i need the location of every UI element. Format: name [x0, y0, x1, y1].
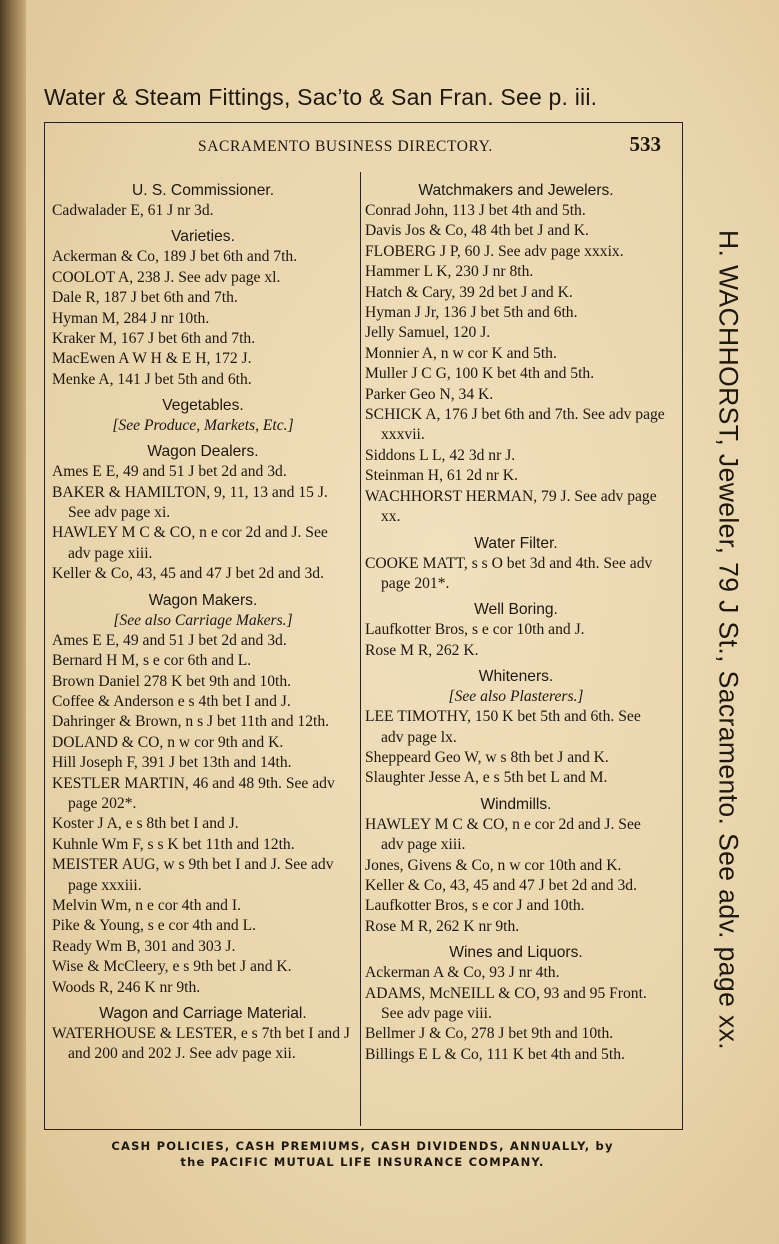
- running-title: SACRAMENTO BUSINESS DIRECTORY.: [198, 138, 493, 155]
- section-heading: Well Boring.: [474, 601, 558, 619]
- section-heading: Wines and Liquors.: [449, 944, 583, 962]
- directory-entry: Laufkotter Bros, s e cor 10th and J.: [365, 621, 585, 639]
- directory-entry: Hill Joseph F, 391 J bet 13th and 14th.: [52, 754, 292, 772]
- cross-reference-note: [See also Plasterers.]: [448, 688, 584, 706]
- directory-entry: BAKER & HAMILTON, 9, 11, 13 and 15 J. See adv page xi.: [52, 483, 328, 522]
- directory-entry: Jelly Samuel, 120 J.: [365, 324, 491, 342]
- directory-entry: Menke A, 141 J bet 5th and 6th.: [52, 370, 252, 388]
- section-heading: Whiteners.: [478, 668, 554, 686]
- directory-entry: Wise & McCleery, e s 9th bet J and K.: [52, 958, 292, 976]
- section-heading: Water Filter.: [474, 534, 558, 552]
- section-heading: Varieties.: [171, 228, 235, 246]
- directory-entry: Jones, Givens & Co, n w cor 10th and K.: [365, 856, 622, 874]
- book-spine-shadow: [0, 0, 26, 1244]
- directory-entry: Hatch & Cary, 39 2d bet J and K.: [365, 283, 573, 301]
- directory-entry: Coffee & Anderson e s 4th bet I and J.: [52, 692, 291, 710]
- directory-section: [365, 180, 667, 528]
- directory-entry: Slaughter Jesse A, e s 5th bet L and M.: [365, 769, 608, 787]
- directory-entry: Dahringer & Brown, n s J bet 11th and 12th.: [52, 713, 330, 731]
- directory-entry: Steinman H, 61 2d nr K.: [365, 467, 518, 485]
- directory-entry: Ames E E, 49 and 51 J bet 2d and 3d.: [52, 631, 287, 649]
- directory-section: [52, 590, 354, 998]
- directory-entry: Woods R, 246 K nr 9th.: [52, 978, 201, 996]
- directory-entry: WACHHORST HERMAN, 79 J. See adv page xx.: [365, 487, 657, 526]
- directory-entry: MEISTER AUG, w s 9th bet I and J. See adv page xxxiii.: [52, 856, 334, 894]
- running-head: [44, 132, 681, 166]
- directory-entry: Ackerman A & Co, 93 J nr 4th.: [365, 964, 560, 982]
- page-number: 533: [629, 132, 661, 156]
- directory-entry: Conrad John, 113 J bet 4th and 5th.: [365, 202, 586, 219]
- directory-entry: MacEwen A W H & E H, 172 J.: [52, 350, 252, 368]
- directory-entry: LEE TIMOTHY, 150 K bet 5th and 6th. See adv page lx.: [365, 708, 641, 746]
- directory-entry: WATERHOUSE & LESTER, e s 7th bet I and J and 200 and 202 J. See adv page xii.: [52, 1025, 350, 1063]
- right-column: [365, 180, 667, 1065]
- directory-entry: Kraker M, 167 J bet 6th and 7th.: [52, 330, 256, 348]
- side-advertisement: H. WACHHORST, Jeweler, 79 J St., Sacramento. See adv. page xx.: [713, 229, 744, 1051]
- directory-entry: Hammer L K, 230 J nr 8th.: [365, 263, 534, 281]
- cross-reference-note: [See also Carriage Makers.]: [113, 611, 293, 629]
- directory-entry: Dale R, 187 J bet 6th and 7th.: [52, 289, 238, 307]
- directory-entry: Koster J A, e s 8th bet I and J.: [52, 815, 239, 833]
- directory-entry: SCHICK A, 176 J bet 6th and 7th. See adv page xxxvii.: [365, 406, 665, 444]
- directory-entry: Keller & Co, 43, 45 and 47 J bet 2d and 3d.: [52, 565, 324, 583]
- directory-entry: Laufkotter Bros, s e cor J and 10th.: [365, 897, 585, 915]
- directory-entry: Siddons L L, 42 3d nr J.: [365, 446, 516, 464]
- directory-entry: Muller J C G, 100 K bet 4th and 5th.: [365, 365, 595, 383]
- directory-entry: ADAMS, McNEILL & CO, 93 and 95 Front. See adv page viii.: [365, 984, 647, 1022]
- directory-entry: Parker Geo N, 34 K.: [365, 385, 494, 403]
- directory-entry: Hyman J Jr, 136 J bet 5th and 6th.: [365, 304, 578, 322]
- directory-entry: Cadwalader E, 61 J nr 3d.: [52, 202, 214, 219]
- directory-entry: COOKE MATT, s s O bet 3d and 4th. See adv page 201*.: [365, 554, 653, 592]
- directory-entry: Sheppeard Geo W, w s 8th bet J and K.: [365, 748, 609, 766]
- directory-entry: Monnier A, n w cor K and 5th.: [365, 344, 557, 362]
- directory-entry: Rose M R, 262 K nr 9th.: [365, 917, 520, 935]
- directory-section: [52, 441, 354, 584]
- directory-entry: Billings E L & Co, 111 K bet 4th and 5th.: [365, 1045, 625, 1063]
- directory-entry: Rose M R, 262 K.: [365, 641, 479, 659]
- directory-section: [365, 942, 667, 1065]
- directory-section: [365, 533, 667, 595]
- directory-section: [52, 1003, 354, 1065]
- directory-entry: Ames E E, 49 and 51 J bet 2d and 3d.: [52, 463, 287, 481]
- directory-entry: Bernard H M, s e cor 6th and L.: [52, 652, 252, 670]
- top-advertisement-banner: Water & Steam Fittings, Sac’to & San Fran. See p. iii.: [44, 84, 598, 110]
- directory-entry: HAWLEY M C & CO, n e cor 2d and J. See adv page xiii.: [365, 815, 641, 854]
- directory-entry: Kuhnle Wm F, s s K bet 11th and 12th.: [52, 835, 295, 853]
- section-heading: Wagon and Carriage Material.: [99, 1005, 307, 1022]
- directory-section: [52, 180, 354, 221]
- directory-section: [52, 395, 354, 436]
- section-heading: Windmills.: [480, 795, 552, 813]
- directory-entry: Brown Daniel 278 K bet 9th and 10th.: [52, 672, 292, 690]
- cross-reference-note: [See Produce, Markets, Etc.]: [112, 417, 294, 435]
- directory-section: [365, 599, 667, 661]
- directory-entry: Ackerman & Co, 189 J bet 6th and 7th.: [52, 248, 298, 266]
- directory-section: [365, 794, 667, 937]
- directory-entry: COOLOT A, 238 J. See adv page xl.: [52, 268, 281, 286]
- section-heading: Wagon Dealers.: [147, 443, 259, 461]
- section-heading: U. S. Commissioner.: [131, 182, 275, 199]
- left-column: [52, 180, 354, 1065]
- directory-entry: DOLAND & CO, n w cor 9th and K.: [52, 733, 284, 751]
- directory-entry: KESTLER MARTIN, 46 and 48 9th. See adv page 202*.: [52, 774, 335, 812]
- directory-section: [52, 226, 354, 390]
- footer-advertisement: [44, 1138, 681, 1170]
- directory-entry: Keller & Co, 43, 45 and 47 J bet 2d and 3d.: [365, 876, 637, 894]
- directory-entry: HAWLEY M C & CO, n e cor 2d and J. See adv page xiii.: [52, 524, 328, 562]
- directory-entry: Bellmer J & Co, 278 J bet 9th and 10th.: [365, 1025, 614, 1043]
- directory-entry: Melvin Wm, n e cor 4th and I.: [52, 896, 241, 914]
- directory-entry: FLOBERG J P, 60 J. See adv page xxxix.: [365, 242, 624, 260]
- directory-entry: Hyman M, 284 J nr 10th.: [52, 309, 210, 327]
- directory-entry: Pike & Young, s e cor 4th and L.: [52, 917, 257, 935]
- section-heading: Vegetables.: [162, 397, 244, 415]
- section-heading: Wagon Makers.: [148, 591, 258, 609]
- directory-section: [365, 666, 667, 789]
- footer-line-2: the PACIFIC MUTUAL LIFE INSURANCE COMPANY.: [180, 1155, 545, 1169]
- section-heading: Watchmakers and Jewelers.: [418, 182, 614, 199]
- directory-entry: Davis Jos & Co, 48 4th bet J and K.: [365, 222, 589, 240]
- directory-entry: Ready Wm B, 301 and 303 J.: [52, 937, 236, 955]
- column-divider: [360, 172, 361, 1126]
- footer-line-1: CASH POLICIES, CASH PREMIUMS, CASH DIVIDENDS, ANNUALLY, by: [111, 1139, 614, 1153]
